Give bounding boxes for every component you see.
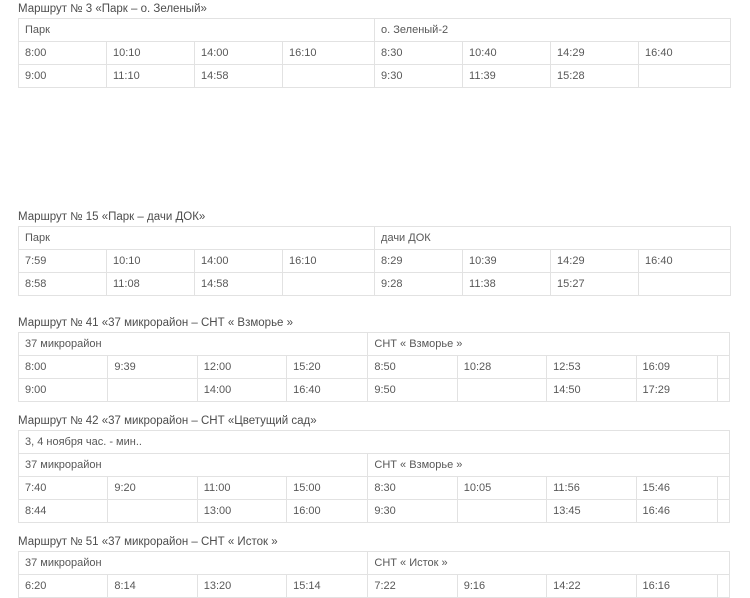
cell: 8:44 <box>19 500 108 523</box>
cell: 8:00 <box>19 356 108 379</box>
table-row <box>19 379 730 402</box>
cell: 10:10 <box>107 250 195 273</box>
cell: 8:58 <box>19 273 107 296</box>
route-block-15 <box>0 208 750 296</box>
table-row <box>19 65 731 88</box>
cell: 11:56 <box>547 477 636 500</box>
route-title: Маршрут № 41 «37 микрорайон – СНТ « Взморье » <box>18 317 294 329</box>
section-spacer <box>0 523 750 533</box>
origin-header: 37 микрорайон <box>19 552 368 575</box>
schedule-table <box>18 18 731 88</box>
cell: 9:00 <box>19 379 108 402</box>
cell: 13:20 <box>197 575 286 598</box>
origin-header: 37 микрорайон <box>19 333 368 356</box>
table-row <box>19 500 730 523</box>
route-title: Маршрут № 51 «37 микрорайон – СНТ « Исток » <box>18 536 278 548</box>
table-note-row <box>19 431 730 454</box>
cell: 9:00 <box>19 65 107 88</box>
schedule-table <box>18 332 730 402</box>
cell: 14:58 <box>195 65 283 88</box>
section-spacer <box>0 88 750 208</box>
cell: 9:16 <box>457 575 546 598</box>
route-title: Маршрут № 15 «Парк – дачи ДОК» <box>18 211 206 223</box>
cell: 15:27 <box>551 273 639 296</box>
cell-pad <box>717 356 729 379</box>
cell <box>108 500 197 523</box>
cell: 14:58 <box>195 273 283 296</box>
cell-pad <box>717 500 729 523</box>
cell-pad <box>717 477 729 500</box>
origin-header: Парк <box>19 19 375 42</box>
cell: 12:53 <box>547 356 636 379</box>
cell: 16:09 <box>636 356 717 379</box>
cell: 11:08 <box>107 273 195 296</box>
cell: 16:16 <box>636 575 717 598</box>
cell <box>283 65 375 88</box>
table-row <box>19 273 731 296</box>
schedule-table <box>18 430 730 523</box>
table-header-row <box>19 333 730 356</box>
cell: 15:46 <box>636 477 717 500</box>
table-row <box>19 477 730 500</box>
cell: 9:39 <box>108 356 197 379</box>
cell <box>457 500 546 523</box>
cell: 14:00 <box>195 250 283 273</box>
cell: 16:46 <box>636 500 717 523</box>
schedule-note: 3, 4 ноября час. - мин.. <box>19 431 730 454</box>
cell: 7:59 <box>19 250 107 273</box>
cell <box>639 65 731 88</box>
route-block-51 <box>0 533 750 598</box>
cell: 11:00 <box>197 477 286 500</box>
table-row <box>19 356 730 379</box>
cell: 15:00 <box>287 477 368 500</box>
cell: 10:10 <box>107 42 195 65</box>
cell: 15:20 <box>287 356 368 379</box>
cell: 10:28 <box>457 356 546 379</box>
cell: 14:29 <box>551 250 639 273</box>
table-header-row <box>19 227 731 250</box>
cell: 16:00 <box>287 500 368 523</box>
cell: 8:29 <box>375 250 463 273</box>
section-spacer <box>0 402 750 412</box>
cell: 14:50 <box>547 379 636 402</box>
cell: 7:40 <box>19 477 108 500</box>
cell: 7:22 <box>368 575 457 598</box>
cell: 8:00 <box>19 42 107 65</box>
cell: 9:30 <box>375 65 463 88</box>
cell: 10:39 <box>463 250 551 273</box>
cell: 16:40 <box>287 379 368 402</box>
cell: 14:00 <box>195 42 283 65</box>
cell: 10:40 <box>463 42 551 65</box>
route-block-42 <box>0 412 750 523</box>
route-block-41 <box>0 314 750 402</box>
route-title: Маршрут № 42 «37 микрорайон – СНТ «Цветущий сад» <box>18 415 317 427</box>
destination-header: о. Зеленый-2 <box>375 19 731 42</box>
cell: 14:00 <box>197 379 286 402</box>
cell: 15:28 <box>551 65 639 88</box>
destination-header: СНТ « Взморье » <box>368 333 730 356</box>
cell: 16:40 <box>639 250 731 273</box>
schedule-table <box>18 551 730 598</box>
cell: 8:30 <box>368 477 457 500</box>
section-spacer <box>0 296 750 314</box>
schedule-table <box>18 226 731 296</box>
table-row <box>19 575 730 598</box>
table-header-row <box>19 19 731 42</box>
route-block-3 <box>0 0 750 88</box>
cell: 8:30 <box>375 42 463 65</box>
destination-header: СНТ « Взморье » <box>368 454 730 477</box>
table-row <box>19 250 731 273</box>
cell: 11:10 <box>107 65 195 88</box>
cell: 6:20 <box>19 575 108 598</box>
cell: 9:20 <box>108 477 197 500</box>
cell-pad <box>717 379 729 402</box>
route-title: Маршрут № 3 «Парк – о. Зеленый» <box>18 3 207 15</box>
cell: 16:10 <box>283 42 375 65</box>
cell: 9:30 <box>368 500 457 523</box>
cell <box>283 273 375 296</box>
destination-header: дачи ДОК <box>375 227 731 250</box>
cell-pad <box>717 575 729 598</box>
cell: 15:14 <box>287 575 368 598</box>
cell: 11:38 <box>463 273 551 296</box>
cell: 16:10 <box>283 250 375 273</box>
cell: 13:00 <box>197 500 286 523</box>
cell: 9:28 <box>375 273 463 296</box>
table-header-row <box>19 454 730 477</box>
table-row <box>19 42 731 65</box>
cell: 14:29 <box>551 42 639 65</box>
cell: 14:22 <box>547 575 636 598</box>
cell <box>639 273 731 296</box>
destination-header: СНТ « Исток » <box>368 552 730 575</box>
origin-header: Парк <box>19 227 375 250</box>
cell: 11:39 <box>463 65 551 88</box>
cell: 12:00 <box>197 356 286 379</box>
cell: 10:05 <box>457 477 546 500</box>
cell: 13:45 <box>547 500 636 523</box>
cell: 8:50 <box>368 356 457 379</box>
cell <box>108 379 197 402</box>
origin-header: 37 микрорайон <box>19 454 368 477</box>
cell: 9:50 <box>368 379 457 402</box>
cell: 17:29 <box>636 379 717 402</box>
cell <box>457 379 546 402</box>
cell: 8:14 <box>108 575 197 598</box>
cell: 16:40 <box>639 42 731 65</box>
table-header-row <box>19 552 730 575</box>
